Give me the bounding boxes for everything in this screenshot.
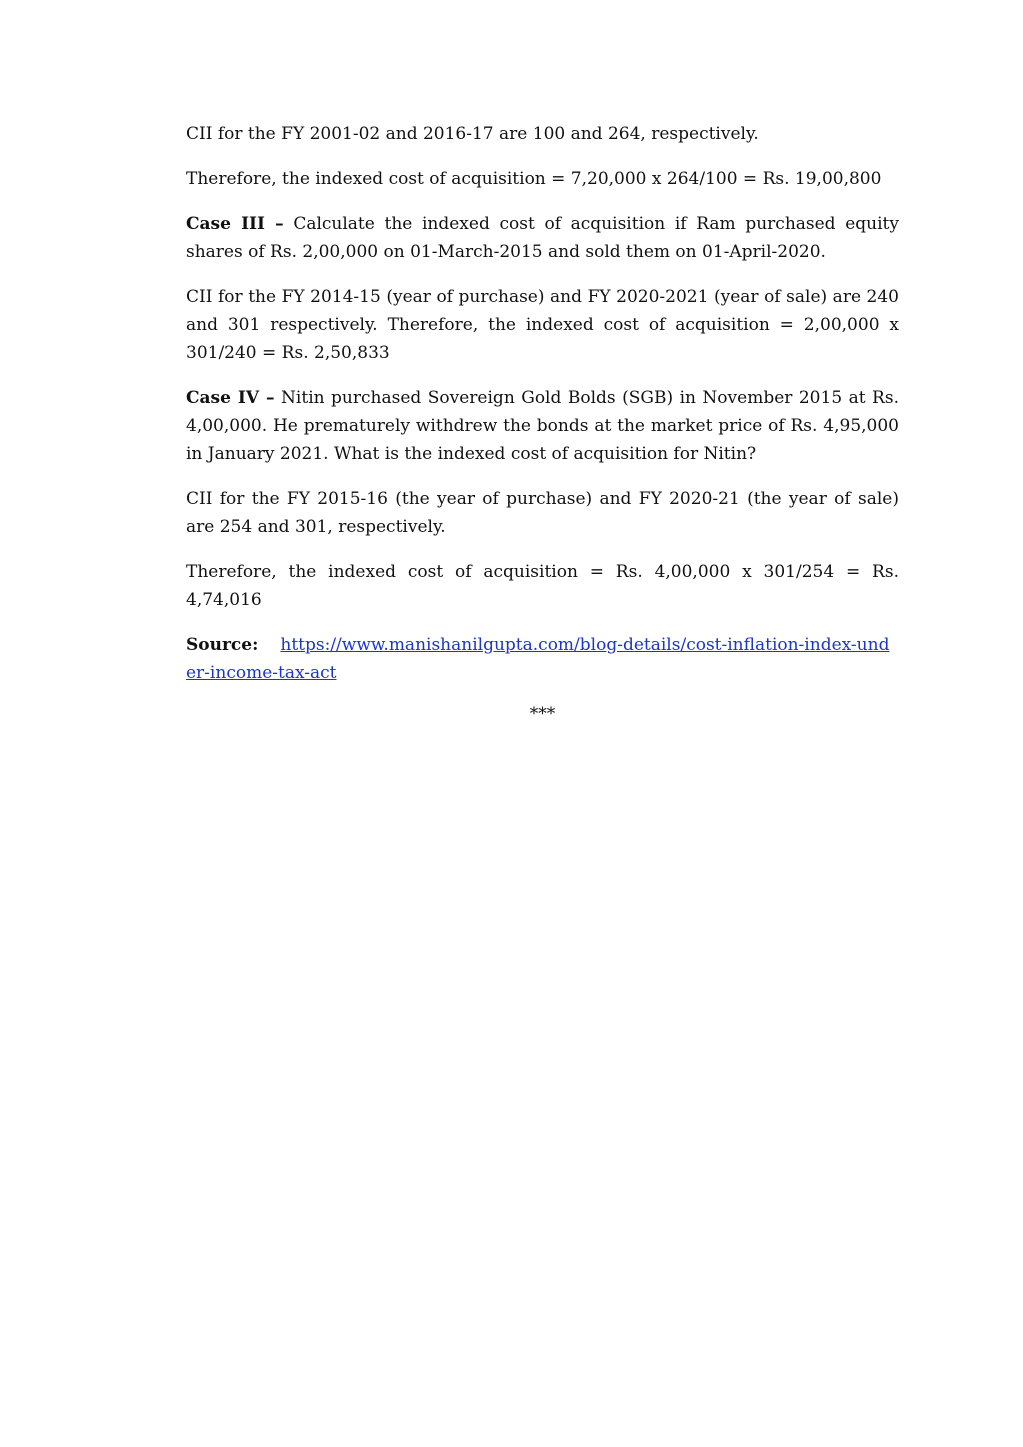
case-iv-text: Nitin purchased Sovereign Gold Bolds (SGB) in November 2015 at Rs. 4,00,000. He prematurely withdrew the bonds at the market price of Rs. 4,95,000 in January 2021. What is the indexed cost of acquisition for Nitin? bbox=[186, 388, 899, 464]
case-iv-paragraph bbox=[186, 384, 899, 468]
case-iv-result-paragraph: Therefore, the indexed cost of acquisition = Rs. 4,00,000 x 301/254 = Rs. 4,74,016 bbox=[186, 562, 899, 610]
cii-2001-2016-paragraph: CII for the FY 2001-02 and 2016-17 are 100 and 264, respectively. bbox=[186, 124, 759, 144]
case-iii-solution-paragraph: CII for the FY 2014-15 (year of purchase) and FY 2020-2021 (year of sale) are 240 and 301 respectively. Therefore, the indexed cost of acquisition = 2,00,000 x 301/240 = Rs. 2,50,833 bbox=[186, 287, 899, 363]
case-iv-label: Case IV – bbox=[186, 388, 275, 408]
case-iv-cii-paragraph: CII for the FY 2015-16 (the year of purchase) and FY 2020-21 (the year of sale) are 254 and 301, respectively. bbox=[186, 489, 899, 537]
case-iii-paragraph bbox=[186, 210, 899, 266]
source-link[interactable]: https://www.manishanilgupta.com/blog-details/cost-inflation-index-under-income-tax-act bbox=[186, 635, 890, 683]
indexed-cost-case2-result: Therefore, the indexed cost of acquisition = 7,20,000 x 264/100 = Rs. 19,00,800 bbox=[186, 169, 882, 189]
source-paragraph bbox=[186, 631, 899, 687]
case-iii-label: Case III – bbox=[186, 214, 284, 234]
source-label: Source: bbox=[186, 635, 259, 655]
document-body bbox=[186, 120, 899, 724]
case-iii-text: Calculate the indexed cost of acquisition if Ram purchased equity shares of Rs. 2,00,000 on 01-March-2015 and sold them on 01-April-2020. bbox=[186, 214, 899, 262]
section-separator: *** bbox=[529, 704, 556, 724]
